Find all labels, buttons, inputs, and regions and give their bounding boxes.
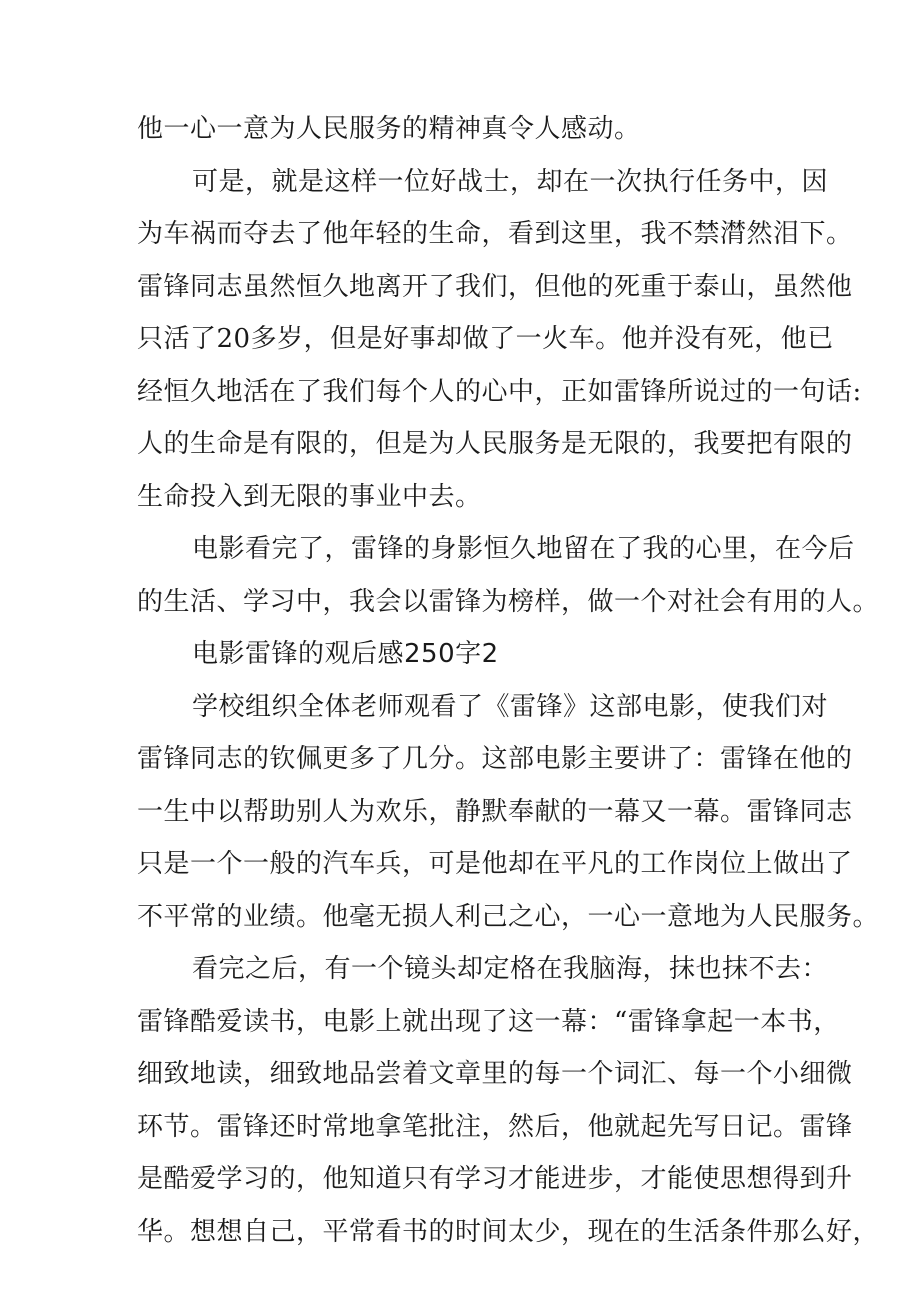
text-line: 环节。雷锋还时常地拿笔批注，然后，他就起先写日记。雷锋 (137, 1112, 853, 1142)
text-line: 一生中以帮助别人为欢乐，静默奉献的一幕又一幕。雷锋同志 (137, 797, 853, 827)
section-heading: 电影雷锋的观后感250字2 (192, 639, 499, 669)
paragraph-first-line: 电影看完了，雷锋的身影恒久地留在了我的心里，在今后 (192, 534, 855, 564)
text-line: 华。想想自己，平常看书的时间太少，现在的生活条件那么好， (137, 1217, 880, 1247)
paragraph-first-line: 学校组织全体老师观看了《雷锋》这部电影，使我们对 (192, 692, 829, 722)
text-line: 不平常的业绩。他毫无损人利己之心，一心一意地为人民服务。 (137, 902, 880, 932)
text-line: 他一心一意为人民服务的精神真令人感动。 (137, 114, 641, 144)
text-line: 只活了20多岁，但是好事却做了一火车。他并没有死，他已 (137, 324, 834, 354)
text-line: 生命投入到无限的事业中去。 (137, 482, 482, 512)
text-line: 的生活、学习中，我会以雷锋为榜样，做一个对社会有用的人。 (137, 587, 880, 617)
text-line: 雷锋同志虽然恒久地离开了我们，但他的死重于泰山，虽然他 (137, 272, 853, 302)
text-line: 细致地读，细致地品尝着文章里的每一个词汇、每一个小细微 (137, 1059, 853, 1089)
text-line: 雷锋同志的钦佩更多了几分。这部电影主要讲了：雷锋在他的 (137, 744, 853, 774)
paragraph-first-line: 看完之后，有一个镜头却定格在我脑海，抹也抹不去： (192, 954, 829, 984)
text-line: 只是一个一般的汽车兵，可是他却在平凡的工作岗位上做出了 (137, 849, 853, 879)
text-line: 雷锋酷爱读书，电影上就出现了这一幕：“雷锋拿起一本书， (137, 1007, 840, 1037)
text-line: 人的生命是有限的，但是为人民服务是无限的，我要把有限的 (137, 429, 853, 459)
text-line: 经恒久地活在了我们每个人的心中，正如雷锋所说过的一句话: (137, 377, 862, 407)
text-line: 是酷爱学习的，他知道只有学习才能进步，才能使思想得到升 (137, 1164, 853, 1194)
text-line: 为车祸而夺去了他年轻的生命，看到这里，我不禁潸然泪下。 (137, 219, 853, 249)
paragraph-first-line: 可是，就是这样一位好战士，却在一次执行任务中，因 (192, 167, 829, 197)
